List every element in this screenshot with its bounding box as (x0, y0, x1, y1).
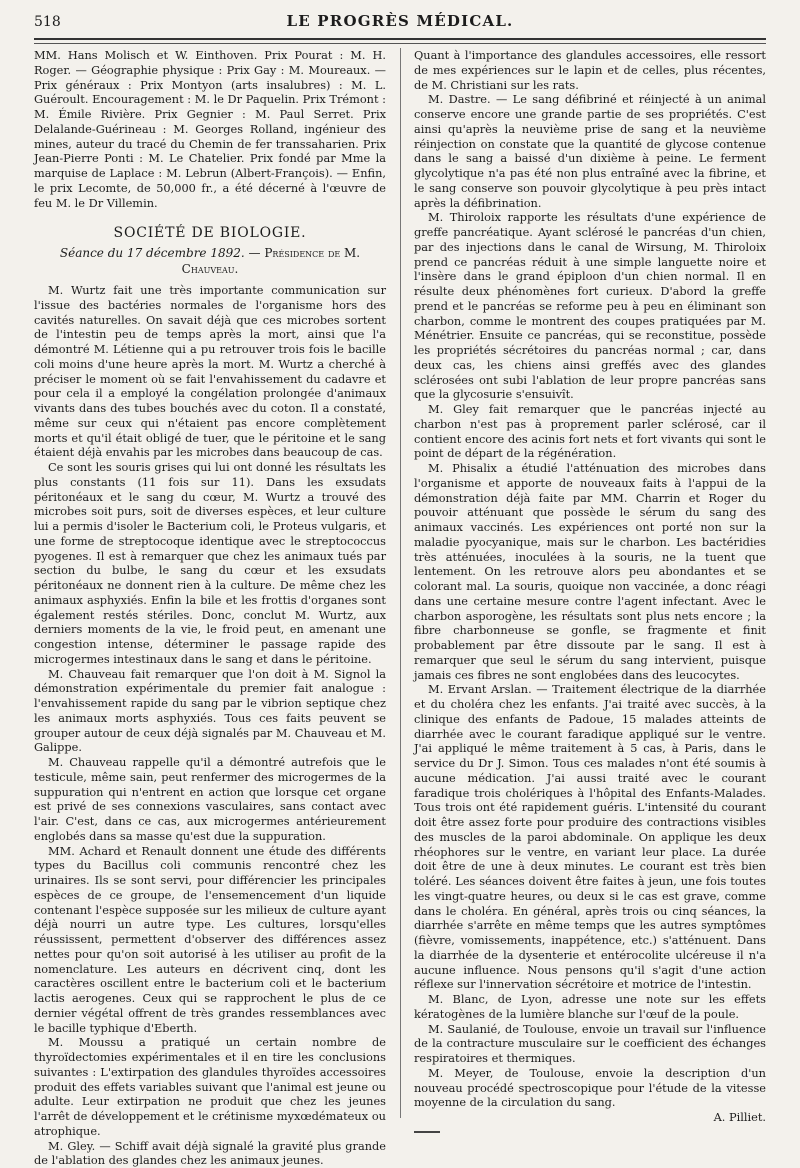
paragraph-moussu: M. Moussu a pratiqué un certain nombre de thyroïdectomies expérimentales et il en tire les conclusions suivantes : L'extirpation des glandules thyroïdes accessoires produit des effets variables suivant que l'animal est jeune ou adulte. Leur extirpation ne produit que chez les jeunes l'arrêt de développement et le crétinisme myxœdémateux ou atrophique. (34, 1035, 386, 1138)
signature: A. Pilliet. (414, 1110, 766, 1125)
paragraph-phisalix: M. Phisalix a étudié l'atténuation des microbes dans l'organisme et apporte de nouveaux faits à l'appui de la démonstration déjà faite par MM. Charrin et Roger du pouvoir atténuant que possède le sérum du sang des animaux vaccinés. Les expériences ont porté non sur la maladie pyocyanique, mais sur le charbon. Les bactéridies très atténuées, inoculées à la souris, ne la tuent que lentement. On les retrouve alors peu abondantes et se colorant mal. La souris, quoique non vaccinée, a donc réagi dans une certaine mesure contre l'agent infectant. Avec le charbon asporogène, les résultats sont plus nets encore ; la fibre charbonneuse se gonfle, se fragmente et finit probablement par être dissoute par le sang. Il est à remarquer que seul le sérum du sang intervient, puisque jamais ces fibres ne sont englobées dans des leucocytes. (414, 461, 766, 682)
paragraph-chauveau-1: M. Chauveau fait remarquer que l'on doit à M. Signol la démonstration expérimentale du premier fait analogue : l'envahissement rapide du sang par le vibrion septique chez les animaux morts asphyxiés. Tous ces faits peuvent se grouper autour de ceux déjà signalés par M. Chauveau et M. Galippe. (34, 667, 386, 756)
paragraph-wurtz: M. Wurtz fait une très importante communication sur l'issue des bactéries normales de l'organisme hors des cavités naturelles. On savait déjà que ces microbes sortent de l'intestin peu de temps après la mort, ainsi que l'a démontré M. Létienne qui a pu retrouver trois fois le bacille coli moins d'une heure après la mort. M. Wurtz a cherché à préciser le moment où se fait l'envahissement du cadavre et pour cela il a employé la congélation prolongée d'animaux vivants dans des tubes bouchés avec du coton. Il a constaté, même sur ceux qui n'étaient pas encore complètement morts et qu'il était obligé de tuer, que le péritoine et le sang étaient déjà envahis par les microbes dans beaucoup de cas. (34, 283, 386, 460)
paragraph-gley-1: M. Gley. — Schiff avait déjà signalé la gravité plus grande de l'ablation des glandes chez les animaux jeunes. (34, 1139, 386, 1168)
column-divider (400, 48, 401, 1118)
seance-line (34, 245, 386, 277)
paragraph-glandules: Quant à l'importance des glandules accessoires, elle ressort de mes expériences sur le lapin et de celles, plus récentes, de M. Christiani sur les rats. (414, 48, 766, 92)
seance-presidence: — Présidence de M. Chauveau. (182, 246, 360, 276)
paragraph-chauveau-2: M. Chauveau rappelle qu'il a démontré autrefois que le testicule, même sain, peut renfermer des microgermes de la suppuration qui n'entrent en action que lorsque cet organe est privé de ses connexions vasculaires, sans contact avec l'air. C'est, dans ce cas, aux microgermes antérieurement englobés dans sa masse qu'est due la suppuration. (34, 755, 386, 844)
prize-list-paragraph: MM. Hans Molisch et W. Einthoven. Prix Pourat : M. H. Roger. — Géographie physique : Prix Gay : M. Moureaux. — Prix généraux : Prix Montyon (arts insalubres) : M. L. Guéroult. Encouragement : M. le Dr Paquelin. Prix Trémont : M. Émile Rivière. Prix Gegnier : M. Paul Serret. Prix Delalande-Guérineau : M. Georges Rolland, ingénieur des mines, auteur du tracé du Chemin de fer transsaharien. Prix Jean-Pierre Ponti : M. Le Chatelier. Prix fondé par Mme la marquise de Laplace : M. Lebrun (Albert-François). — Enfin, le prix Lecomte, de 50,000 fr., a été décerné à l'œuvre de feu M. le Dr Villemin. (34, 48, 386, 210)
paragraph-saulanie: M. Saulanié, de Toulouse, envoie un travail sur l'influence de la contracture musculaire sur le coefficient des échanges respiratoires et thermiques. (414, 1022, 766, 1066)
right-column (414, 48, 766, 1118)
seance-date: Séance du 17 décembre 1892. (60, 246, 245, 260)
text-columns (34, 48, 766, 1118)
header-rule (34, 38, 766, 44)
section-title: SOCIÉTÉ DE BIOLOGIE. (34, 226, 386, 241)
paragraph-gley-2: M. Gley fait remarquer que le pancréas injecté au charbon n'est pas à proprement parler sclérosé, car il contient encore des acinis fort nets et fort vivants qui sont le point de départ de la régénération. (414, 402, 766, 461)
paragraph-arslan: M. Ervant Arslan. — Traitement électrique de la diarrhée et du choléra chez les enfants. J'ai traité avec succès, à la clinique des enfants de Padoue, 15 malades atteints de diarrhée avec le courant faradique appliqué sur le ventre. J'ai appliqué le même traitement à 5 cas, à Paris, dans le service du Dr J. Simon. Tous ces malades n'ont été soumis à aucune médication. J'ai aussi traité avec le courant faradique trois cholériques à l'hôpital des Enfants-Malades. Tous trois ont été rapidement guéris. L'intensité du courant doit être assez forte pour produire des contractions visibles des muscles de la paroi abdominale. On applique les deux rhéophores sur le ventre, en variant leur place. La durée doit être de une à deux minutes. Le courant est très bien toléré. Les séances doivent être faites à jeun, une fois toutes les vingt-quatre heures, ou deux si le cas est grave, comme dans le choléra. En général, après trois ou cinq séances, la diarrhée s'arrête en même temps que les autres symptômes (fièvre, vomissements, inappétence, etc.) s'atténuent. Dans la diarrhée de la dysenterie et entérocolite ulcéreuse il n'a aucune influence. Nous pensons qu'il s'agit d'une action réflexe sur l'innervation sécrétoire et motrice de l'intestin. (414, 682, 766, 992)
paragraph-blanc: M. Blanc, de Lyon, adresse une note sur les effets kératogènes de la lumière blanche sur l'œuf de la poule. (414, 992, 766, 1022)
paragraph-thiroloix: M. Thiroloix rapporte les résultats d'une expérience de greffe pancréatique. Ayant sclérosé le pancréas d'un chien, par des injections dans le canal de Wirsung, M. Thiroloix prend ce pancréas réduit à une simple languette noire et l'insère dans le grand épiploon d'un chien normal. Il en résulte deux phénomènes fort curieux. D'abord la greffe prend et le pancréas se reforme peu à peu en éliminant son charbon, comme le montrent des coupes pratiquées par M. Ménétrier. Ensuite ce pancréas, qui se reconstitue, possède les propriétés sécrétoires du pancréas normal ; car, dans deux cas, les chiens ainsi greffés avec des glandes sclérosées ont subi l'ablation de leur propre pancréas sans que la glycosurie s'ensuivît. (414, 210, 766, 402)
paragraph-achard-renault: MM. Achard et Renault donnent une étude des différents types du Bacillus coli communis rencontré chez les urinaires. Ils se sont servi, pour différencier les principales espèces de ce groupe, de l'ensemencement d'un liquide contenant l'espèce supposée sur les milieux de culture ayant déjà nourri un autre type. Les cultures, lorsqu'elles réussissent, permettent d'observer des différences assez nettes pour qu'on soit autorisé à les utiliser au profit de la nomenclature. Les auteurs en décrivent cinq, dont les caractères oscillent entre le bacterium coli et le bacterium lactis aerogenes. Ceux qui se rapprochent le plus de ce dernier végétal offrent de très grandes ressemblances avec le bacille typhique d'Eberth. (34, 844, 386, 1036)
page-header (34, 10, 766, 34)
paragraph-dastre: M. Dastre. — Le sang défibriné et réinjecté à un animal conserve encore une grande partie de ses propriétés. C'est ainsi qu'après la neuvième prise de sang et la neuvième réinjection on constate que la quantité de glycose contenue dans le sang a baissé d'un dixième à peine. Le ferment glycolytique n'a pas été non plus entraîné avec la fibrine, et le sang conserve son pouvoir glycolytique à peu près intact après la défibrination. (414, 92, 766, 210)
left-column (34, 48, 386, 1118)
end-rule (414, 1131, 440, 1133)
paragraph-souris: Ce sont les souris grises qui lui ont donné les résultats les plus constants (11 fois sur 11). Dans les exsudats péritonéaux et le sang du cœur, M. Wurtz a trouvé des microbes soit purs, soit de diverses espèces, et leur culture lui a permis d'isoler le Bacterium coli, le Proteus vulgaris, et une forme de streptocoque identique avec le streptococcus pyogenes. Il est à remarquer que chez les animaux tués par section du bulbe, le sang du cœur et les exsudats péritonéaux ne donnent rien à la culture. De même chez les animaux asphyxiés. Enfin la bile et les frottis d'organes sont également restés stériles. Donc, conclut M. Wurtz, aux derniers moments de la vie, le froid peut, en amenant une congestion intense, déterminer le passage rapide des microgermes intestinaux dans le sang et dans le péritoine. (34, 460, 386, 667)
paragraph-meyer: M. Meyer, de Toulouse, envoie la description d'un nouveau procédé spectroscopique pour l'étude de la vitesse moyenne de la circulation du sang. (414, 1066, 766, 1110)
page-number: 518 (34, 14, 61, 30)
journal-title: LE PROGRÈS MÉDICAL. (34, 12, 766, 30)
